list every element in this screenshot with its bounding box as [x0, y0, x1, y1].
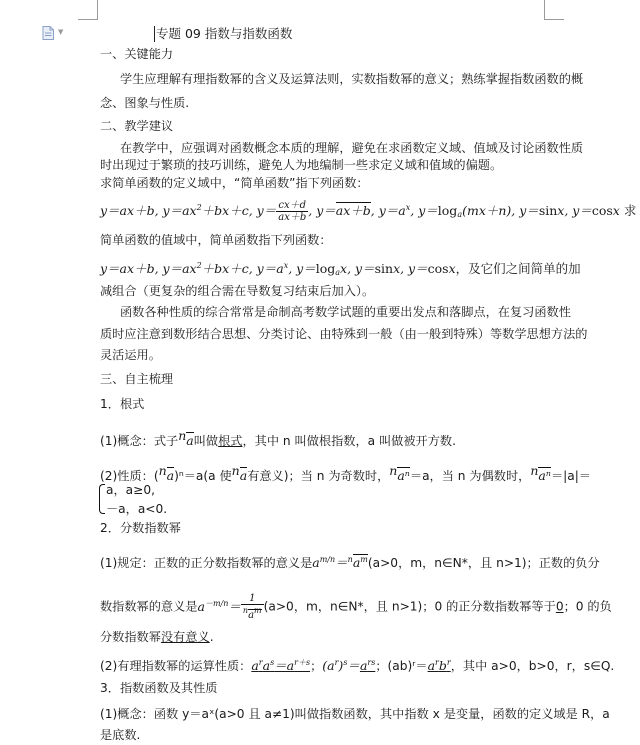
paragraph: 时出现过于繁琐的技巧训练，避免人为地编制一些求定义域和值域的偏题。 [100, 158, 503, 172]
page-corner-mark-left [78, 0, 98, 20]
fractional-exponent-negative: 数指数幂的意义是$a^{-m/n}=$ $\frac{1}{^na^m}$ (a>0，m，n∈N*，且 n>1)；0 的正分数指数幂等于0；0 的负 [100, 593, 612, 621]
fractional-exponent-rule: (1)规定：正数的正分数指数幂的意义是$a^{m/n}=^na^m(a>0$，m，n∈N*，且 n>1)；正数的负分 [100, 555, 600, 570]
fractional-exponent-zero: 分数指数幂没有意义. [100, 630, 214, 644]
paragraph: 念、图象与性质. [100, 96, 190, 110]
document-icon[interactable] [42, 26, 54, 40]
section-heading-1: 一、关键能力 [100, 47, 174, 61]
paragraph: 减组合（更复杂的组合需在导数复习结束后加入）。 [100, 284, 375, 298]
paragraph: 学生应理解有理指数幂的含义及运算法则，实数指数幂的意义；熟练掌握指数函数的概 [120, 72, 584, 86]
paragraph: 在教学中，应强调对函数概念本质的理解，避免在求函数定义域、值域及讨论函数性质 [120, 141, 584, 155]
paragraph: (1)概念：函数 y＝aˣ(a>0 且 a≠1)叫做指数函数，其中指数 x 是变量，函数的定义域是 R，a [100, 707, 610, 721]
page-title: 专题 09 指数与指数函数 [156, 26, 293, 41]
section-heading-3: 三、自主梳理 [100, 372, 174, 386]
section-heading-2: 二、教学建议 [100, 119, 174, 133]
paragraph: 简单函数的值域中，简单函数指下列函数： [100, 233, 332, 247]
subsection-heading: 1．根式 [100, 397, 145, 411]
radical-concept: (1)概念：式子$^n$a叫做根式，其中 n 叫做根指数，a 叫做被开方数. [100, 428, 456, 448]
paragraph: 质时应注意到数形结合思想、分类讨论、由特殊到一般（由一般到特殊）等数学思想方法的 [100, 327, 588, 341]
subsection-heading: 3．指数函数及其性质 [100, 681, 218, 695]
piecewise-case: a，a≥0, [106, 483, 155, 497]
exponent-operations: (2)有理指数幂的运算性质：$a^ra^s=a^{r+s}$；$(a^r)^s=a^{rs}$；$(ab)ʳ=a^rb^r$，其中 a>0，b>0，r，s∈Q. [100, 658, 615, 673]
paragraph: 是底数. [100, 728, 141, 742]
paragraph: 求简单函数的定义域中，“简单函数”指下列函数： [100, 176, 369, 190]
paragraph: 函数各种性质的综合常常是命制高考数学试题的重要出发点和落脚点，在复习函数性 [120, 305, 571, 319]
formula-range-functions: y＝ax＋b, $y=ax^2+bx+c$, $y=a^x$, $y=\log_ax$, y＝sinx, y＝cosx，及它们之间简单的加 [100, 261, 581, 277]
formula-domain-functions: y＝ax＋b, $y=ax^2+bx+c$, y＝ $\frac{cx+d}{ax+b}$ , y＝ax＋b, $y=a^x$, $y=\log_a(mx+n)$, y＝sinx, y＝cosx 求 [100, 200, 637, 223]
paragraph: 灵活运用。 [100, 348, 161, 362]
piecewise-brace [99, 484, 105, 514]
radical-properties: (2)性质：($^n$a)ⁿ＝a(a 使$^n$a有意义)；当 n 为奇数时，$^n$aⁿ＝a，当 n 为偶数时，$^n$aⁿ＝|a|＝ [100, 463, 591, 483]
subsection-heading: 2．分数指数幂 [100, 521, 181, 535]
piecewise-case: －a，a<0. [106, 502, 168, 516]
page-corner-mark-right [544, 0, 564, 20]
caret-down-icon[interactable]: ▼ [58, 28, 64, 36]
